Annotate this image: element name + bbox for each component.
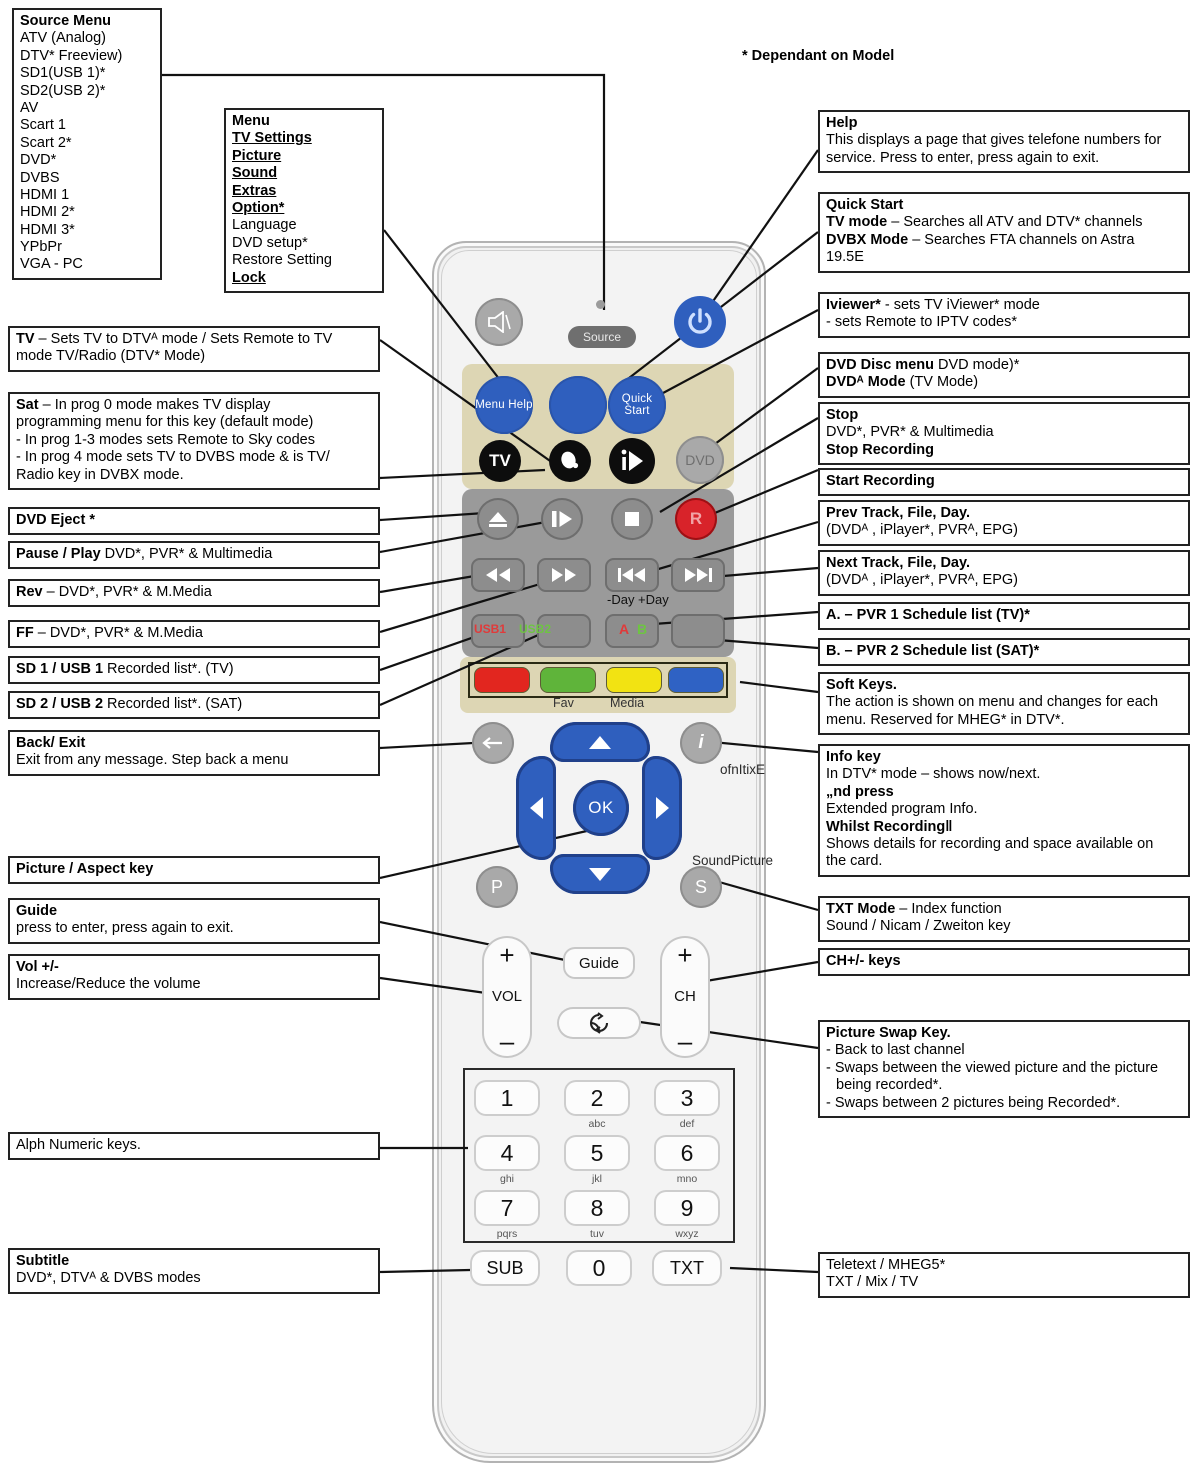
key-1[interactable]: 1 [474,1080,540,1116]
callout-a-key [818,602,1190,630]
power-icon [685,307,715,337]
tv-button[interactable]: TV [479,440,521,482]
callout-info-key [818,744,1190,877]
record-button[interactable] [675,498,717,540]
quick-start-button[interactable] [608,376,666,434]
blue-soft-key[interactable] [668,667,724,693]
callout-b-key-title: B. – PVR 2 Schedule list (SAT)* [826,643,1040,659]
vol-plus[interactable]: + [499,940,515,970]
source-menu-box [12,8,162,280]
stop-icon [623,510,641,528]
key-9[interactable]: 9 [654,1190,720,1226]
rewind-button[interactable] [471,558,525,592]
callout-rev-text: – DVD*, PVR* & M.Media [42,584,212,600]
fast-forward-icon [549,567,579,583]
callout-vol-line2: Increase/Reduce the volume [16,976,201,993]
callout-stop-recording: Stop Recording [826,441,934,458]
callout-pause-play-title: Pause / Play [16,546,101,562]
ch-label: CH [674,988,696,1005]
callout-dvd-eject [8,507,380,535]
callout-subtitle-title: Subtitle [16,1253,70,1269]
callout-ff-title: FF [16,625,34,641]
callout-info-key-line7: the card. [826,853,883,870]
left-arrow-icon [530,797,543,819]
callout-quick-start-dvbx: DVBX Mode [826,231,909,248]
key-6[interactable]: 6 [654,1135,720,1171]
key-7[interactable]: 7 [474,1190,540,1226]
eject-button[interactable] [477,498,519,540]
callout-teletext-line1: Teletext / MHEG5* [826,1257,946,1273]
source-menu-item: Scart 1 [20,117,66,134]
yellow-soft-key[interactable] [606,667,662,693]
source-button[interactable]: Source [568,326,636,348]
source-menu-item: DTV* Freeview) [20,47,123,64]
nav-up-button[interactable] [550,722,650,762]
callout-back-exit-title: Back/ Exit [16,735,86,751]
callout-sat-title: Sat [16,397,39,413]
callout-sd1-text: Recorded list*. (TV) [103,661,234,677]
callout-guide [8,898,380,944]
ok-button[interactable]: OK [573,780,629,836]
source-menu-item: AV [20,99,39,116]
callout-help [818,110,1190,173]
picture-swap-button[interactable] [557,1007,641,1039]
blank-blue-button[interactable] [549,376,607,434]
callout-next-track [818,550,1190,596]
back-exit-button[interactable] [472,722,514,764]
callout-subtitle [8,1248,380,1294]
dvd-button[interactable]: DVD [676,436,724,484]
picture-aspect-button[interactable]: P [476,866,518,908]
callout-next-track-title: Next Track, File, Day. [826,555,970,571]
callout-dvd-mode-text: (TV Mode) [905,374,979,391]
callout-start-recording [818,468,1190,496]
quick-start-line2: Start [624,405,650,417]
callout-picture-aspect-title: Picture / Aspect key [16,861,154,877]
menu-item-language: Language [232,217,297,234]
callout-prev-track [818,500,1190,546]
callout-sd1-title: SD 1 / USB 1 [16,661,104,677]
callout-txt-mode-text: – Index function [895,901,1002,917]
callout-rev [8,579,380,607]
callout-iviewer-title: Iviewer* [826,297,881,313]
ch-plus[interactable]: + [677,940,693,970]
key-5-sub: jkl [592,1173,602,1185]
callout-ff-text: – DVD*, PVR* & M.Media [33,625,203,641]
callout-tv-text: – Sets TV to DTVᴬ mode / Sets Remote to TV [34,331,333,347]
ghost-soundpicture-label: SoundPicture [692,853,774,868]
callout-dvd-disc-title: DVD Disc menu [826,357,934,373]
callout-guide-line2: press to enter, press again to exit. [16,920,234,937]
prev-track-icon [616,567,648,583]
next-track-button[interactable] [671,558,725,592]
source-menu-item: YPbPr [20,239,62,256]
txt-button[interactable]: TXT [652,1250,722,1286]
callout-vol [8,954,380,1000]
callout-next-track-line2: (DVDᴬ , iPlayer*, PVRᴬ, EPG) [826,572,1019,589]
key-4-sub: ghi [499,1173,514,1185]
source-menu-title: Source Menu [20,13,112,29]
callout-info-key-line2: In DTV* mode – shows now/next. [826,766,1041,783]
down-arrow-icon [589,868,611,881]
source-menu-item: HDMI 1 [20,186,70,203]
callout-tv [8,326,380,372]
callout-start-recording-title: Start Recording [826,473,935,489]
callout-help-line2: This displays a page that gives telefone numbers for [826,132,1162,149]
callout-dvd-disc-menu [818,352,1190,398]
callout-teletext-line2: TXT / Mix / TV [826,1274,919,1291]
callout-back-exit [8,730,380,776]
source-menu-item: DVD* [20,152,57,169]
source-menu-item: SD1(USB 1)* [20,65,106,82]
callout-alpha-numeric [8,1132,380,1160]
vol-minus[interactable]: – [499,1026,515,1056]
quick-start-line1: Quick [621,392,653,405]
record-letter: R [689,509,703,528]
callout-sat-line3: - In prog 1-3 modes sets Remote to Sky codes [16,431,315,448]
key-8-sub: tuv [589,1228,604,1240]
callout-txt-mode-line2: Sound / Nicam / Zweiton key [826,918,1011,935]
callout-back-exit-line2: Exit from any message. Step back a menu [16,752,289,769]
callout-ff [8,620,380,648]
info-button[interactable]: i [680,722,722,764]
source-menu-item: Scart 2* [20,134,72,151]
key-7-sub: pqrs [496,1228,518,1240]
menu-item-lock: Lock [232,269,266,286]
source-menu-item: VGA - PC [20,256,83,273]
callout-stop-line2: DVD*, PVR* & Multimedia [826,424,994,441]
fast-forward-button[interactable] [537,558,591,592]
model-note: * Dependant on Model [742,48,895,64]
callout-sd2-title: SD 2 / USB 2 [16,696,104,712]
callout-info-key-whilst-recording: Whilst Recording‖ [826,818,953,835]
blank-transport-button[interactable] [671,614,725,648]
callout-pause-play [8,541,380,569]
key-0[interactable]: 0 [566,1250,632,1286]
red-soft-key[interactable] [474,667,530,693]
callout-picture-swap-line3: - Swaps between the viewed picture and the picture [826,1059,1159,1076]
callout-quick-start-title: Quick Start [826,197,904,213]
callout-picture-aspect [8,856,380,884]
callout-sd2 [8,691,380,719]
callout-tv-line2: mode TV/Radio (DTV* Mode) [16,348,206,365]
key-2-sub: abc [588,1118,606,1130]
callout-stop-title: Stop [826,407,859,423]
pause-play-icon [550,509,574,529]
menu-item-extras: Extras [232,182,277,199]
callout-vol-title: Vol +/- [16,959,59,975]
callout-tv-title: TV [16,331,35,347]
callout-prev-track-line2: (DVDᴬ , iPlayer*, PVRᴬ, EPG) [826,522,1019,539]
callout-stop [818,402,1190,465]
callout-dvd-disc-text: DVD mode)* [933,357,1020,373]
menu-item-dvd-setup: DVD setup* [232,234,308,251]
iviewer-play-icon [617,448,647,474]
swap-loop-icon [586,1012,612,1034]
callout-sd1 [8,656,380,684]
usb1-label: USB1 [474,622,507,636]
callout-help-line3: service. Press to enter, press again to exit. [826,149,1100,166]
key-6-sub: mno [676,1173,698,1185]
callout-picture-swap-line4: being recorded*. [836,1077,943,1094]
callout-quick-start-line4: 19.5E [826,249,864,266]
menu-item-restore-setting: Restore Setting [232,252,332,269]
next-track-icon [682,567,714,583]
iviewer-button[interactable] [609,438,655,484]
a-label: A [619,621,630,637]
callout-info-key-line6: Shows details for recording and space available on [826,835,1154,852]
callout-txt-mode [818,896,1190,942]
callout-iviewer [818,292,1190,338]
callout-soft-keys-line3: menu. Reserved for MHEG* in DTV*. [826,711,1065,728]
subtitle-button[interactable]: SUB [470,1250,540,1286]
nav-down-button[interactable] [550,854,650,894]
callout-info-key-title: Info key [826,749,881,765]
callout-a-key-title: A. – PVR 1 Schedule list (TV)* [826,607,1030,623]
day-label: -Day +Day [607,592,669,607]
source-menu-item: HDMI 3* [20,221,75,238]
source-menu-item: SD2(USB 2)* [20,82,106,99]
callout-txt-mode-title: TXT Mode [826,901,896,917]
sat-button[interactable] [549,440,591,482]
key-5[interactable]: 5 [564,1135,630,1171]
menu-help-button[interactable]: Menu Help [475,376,533,434]
navigation-cluster [516,722,682,894]
source-menu-item: DVBS [20,169,60,186]
menu-box [224,108,384,293]
fav-label: Fav [553,696,574,710]
callout-picture-swap-line2: - Back to last channel [826,1042,965,1059]
ghost-exit-label: ofnItixE [720,762,766,777]
satellite-dish-icon [558,449,582,473]
sound-button[interactable]: S [680,866,722,908]
b-label: B [637,621,648,637]
callout-ch-keys [818,948,1190,976]
callout-soft-keys-title: Soft Keys. [826,677,897,693]
callout-b-key [818,638,1190,666]
callout-ch-keys-title: CH+/- keys [826,953,901,969]
callout-iviewer-text: - sets TV iViewer* mode [880,297,1040,313]
key-3-sub: def [679,1118,695,1130]
menu-item-picture: Picture [232,147,282,164]
pause-play-button[interactable] [541,498,583,540]
nav-right-button[interactable] [642,756,682,860]
callout-quick-start-dvbx-text: – Searches FTA channels on Astra [908,231,1135,248]
callout-sat-line4: - In prog 4 mode sets TV to DVBS mode & is TV/ [16,449,330,466]
callout-quick-start-tvmode: TV mode [826,214,888,231]
callout-guide-title: Guide [16,903,58,919]
menu-item-option: Option* [232,199,285,216]
callout-alpha-numeric-text: Alph Numeric keys. [16,1137,141,1153]
callout-sat-line2: programming menu for this key (default mode) [16,414,314,431]
callout-info-key-line4: Extended program Info. [826,801,978,818]
callout-info-key-2nd-press: „nd press [826,783,894,800]
mute-icon [486,311,512,333]
guide-button[interactable]: Guide [563,947,635,979]
green-soft-key[interactable] [540,667,596,693]
callout-rev-title: Rev [16,584,43,600]
callout-quick-start-tvmode-text: – Searches all ATV and DTV* channels [887,214,1143,231]
usb2-label: USB2 [519,622,552,636]
ab-button[interactable] [605,614,659,648]
power-button[interactable] [674,296,726,348]
callout-sat-line5: Radio key in DVBX mode. [16,466,184,483]
callout-prev-track-title: Prev Track, File, Day. [826,505,971,521]
menu-item-sound: Sound [232,165,278,182]
callout-picture-swap-title: Picture Swap Key. [826,1025,951,1041]
callout-teletext [818,1252,1190,1298]
callout-picture-swap-line5: - Swaps between 2 pictures being Recorded*. [826,1094,1121,1111]
source-menu-item: HDMI 2* [20,204,75,221]
prev-track-button[interactable] [605,558,659,592]
menu-box-title: Menu [232,113,270,129]
callout-picture-swap [818,1020,1190,1118]
source-menu-item: ATV (Analog) [20,30,106,47]
key-3[interactable]: 3 [654,1080,720,1116]
right-arrow-icon [656,797,669,819]
callout-sd2-text: Recorded list*. (SAT) [103,696,243,712]
callout-soft-keys-line2: The action is shown on menu and changes for each [826,694,1159,711]
menu-item-tv-settings: TV Settings [232,130,312,147]
callout-iviewer-line2: - sets Remote to IPTV codes* [826,314,1017,331]
callout-sat [8,392,380,490]
back-arrow-icon [481,736,505,750]
ir-led [596,300,605,309]
stop-button[interactable] [611,498,653,540]
callout-dvd-mode-title: DVDᴬ Mode [826,374,906,391]
callout-sat-text: – In prog 0 mode makes TV display [38,397,271,413]
nav-left-button[interactable] [516,756,556,860]
mute-button[interactable] [475,298,523,346]
vol-label: VOL [491,988,522,1005]
callout-quick-start [818,192,1190,273]
ch-minus[interactable]: – [677,1026,693,1056]
eject-icon [487,510,509,528]
up-arrow-icon [589,736,611,749]
callout-dvd-eject-title: DVD Eject * [16,512,95,528]
callout-soft-keys [818,672,1190,735]
key-8[interactable]: 8 [564,1190,630,1226]
volume-rocker[interactable] [482,936,532,1058]
callout-subtitle-line2: DVD*, DTVᴬ & DVBS modes [16,1270,201,1287]
callout-help-title: Help [826,115,858,131]
key-2[interactable]: 2 [564,1080,630,1116]
callout-pause-play-text: DVD*, PVR* & Multimedia [100,546,273,562]
key-4[interactable]: 4 [474,1135,540,1171]
key-9-sub: wxyz [675,1228,699,1240]
rewind-icon [483,567,513,583]
channel-rocker[interactable] [660,936,710,1058]
media-label: Media [610,696,645,710]
